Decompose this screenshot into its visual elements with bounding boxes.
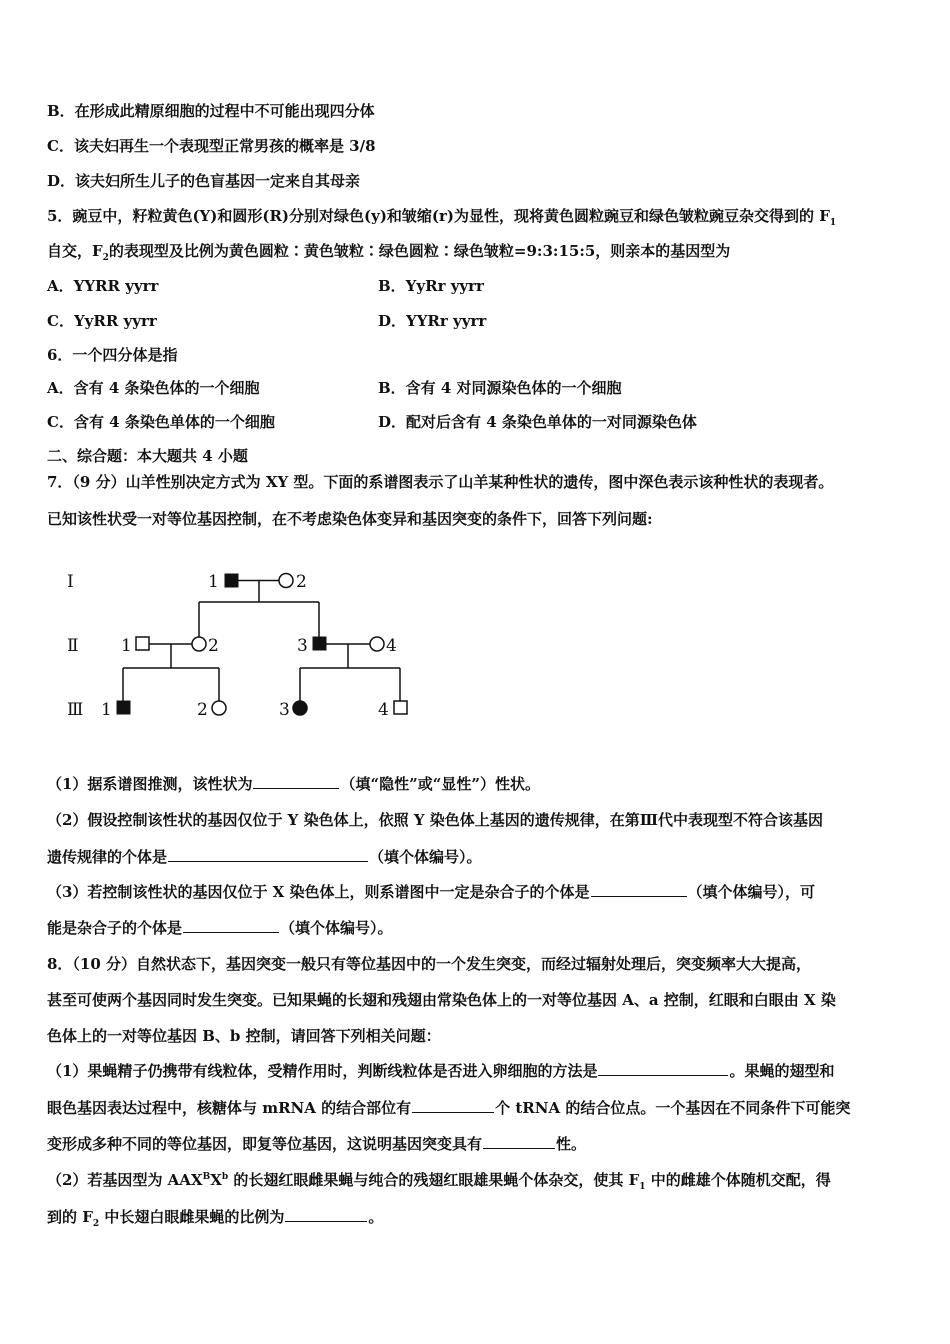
label-III-2: 2 <box>197 700 208 720</box>
q7-part1-text: （填“隐性”或“显性”）性状。 <box>340 775 540 793</box>
q4-option-b: B．在形成此精原细胞的过程中不可能出现四分体 <box>47 102 375 120</box>
label-III-1: 1 <box>101 700 112 720</box>
q5-option-b: B．YyRr yyrr <box>378 277 484 295</box>
answer-blank[interactable] <box>183 918 279 933</box>
q7-part3-text: （填个体编号），可 <box>687 883 816 901</box>
q8-part1-text: 性。 <box>556 1135 587 1153</box>
answer-blank[interactable] <box>253 774 339 789</box>
generation-label-2: Ⅱ <box>67 636 79 656</box>
q8-part1-text: 变形成多种不同的等位基因，即复等位基因，这说明基因突变具有 <box>47 1135 483 1153</box>
q7-part2-line1: （2）假设控制该性状的基因仅位于 Y 染色体上，依照 Y 染色体上基因的遗传规律，在第Ⅲ代中表现型不符合该基因 <box>47 811 824 829</box>
answer-blank[interactable] <box>412 1098 494 1113</box>
q8-part2-line2 <box>47 1207 383 1227</box>
q7-part3-line2 <box>47 918 393 938</box>
q8-part1-line3 <box>47 1134 586 1154</box>
q7-part3-text: （3）若控制该性状的基因仅位于 X 染色体上，则系谱图中一定是杂合子的个体是 <box>47 883 590 901</box>
q6-option-c: C．含有 4 条染色单体的一个细胞 <box>47 413 275 431</box>
answer-blank[interactable] <box>285 1207 367 1222</box>
q7-stem-line1: 7．（9 分）山羊性别决定方式为 XY 型。下面的系谱图表示了山羊某种性状的遗传，图中深色表示该种性状的表现者。 <box>47 473 834 491</box>
q8-stem-line2: 甚至可使两个基因同时发生突变。已知果蝇的长翅和残翅由常染色体上的一对等位基因 A、a 控制，红眼和白眼由 X 染 <box>47 991 836 1009</box>
q4-option-d: D．该夫妇所生儿子的色盲基因一定来自其母亲 <box>47 172 361 190</box>
label-II-1: 1 <box>121 636 132 656</box>
q5-stem-line2 <box>47 241 730 261</box>
q5-sub: 1 <box>829 218 837 228</box>
female-normal-II2 <box>192 637 206 651</box>
male-normal-III4 <box>394 701 407 714</box>
q8-part1-text: 个 tRNA 的结合位点。一个基因在不同条件下可能突 <box>495 1099 851 1117</box>
label-III-4: 4 <box>378 700 389 720</box>
q8-part2-text: 到的 F <box>47 1208 93 1226</box>
label-II-3: 3 <box>297 636 308 656</box>
q8-stem-line3: 色体上的一对等位基因 B、b 控制，请回答下列相关问题： <box>47 1027 441 1045</box>
male-affected-II3 <box>313 637 326 650</box>
q8-part2-line1 <box>47 1170 831 1190</box>
q5-stem-text: 5．豌豆中，籽粒黄色(Y)和圆形(R)分别对绿色(y)和皱缩(r)为显性，现将黄色圆粒豌豆和绿色皱粒豌豆杂交得到的 F <box>47 207 830 225</box>
male-affected-III1 <box>117 701 130 714</box>
male-normal-II1 <box>136 637 149 650</box>
q8-sup: b <box>221 1172 229 1182</box>
answer-blank[interactable] <box>598 1061 728 1076</box>
q7-stem-line2: 已知该性状受一对等位基因控制，在不考虑染色体变异和基因突变的条件下，回答下列问题: <box>47 510 653 528</box>
q8-sup: B <box>202 1172 211 1182</box>
section-heading: 二、综合题：本大题共 4 小题 <box>47 447 248 465</box>
q7-part2-line2 <box>47 847 482 867</box>
q7-part3-line1 <box>47 882 815 902</box>
q5-option-c: C．YyRR yyrr <box>47 312 157 330</box>
q8-part2-text: （2）若基因型为 AAX <box>47 1171 203 1189</box>
q8-part2-text: X <box>210 1171 222 1189</box>
q8-part2-text: 的长翅红眼雌果蝇与纯合的残翅红眼雄果蝇个体杂交，使其 F <box>228 1171 640 1189</box>
q8-part2-text: 。 <box>368 1208 384 1226</box>
q8-part2-text: 中长翅白眼雌果蝇的比例为 <box>99 1208 285 1226</box>
q5-option-a: A．YYRR yyrr <box>47 277 159 295</box>
q8-part1-line2 <box>47 1098 850 1118</box>
female-normal-II4 <box>370 637 384 651</box>
female-affected-III3 <box>293 701 307 715</box>
q8-part1-text: 。果蝇的翅型和 <box>729 1062 835 1080</box>
q6-option-d: D．配对后含有 4 条染色单体的一对同源染色体 <box>378 413 697 431</box>
q8-part2-text: 中的雌雄个体随机交配，得 <box>645 1171 831 1189</box>
q7-part3-text: 能是杂合子的个体是 <box>47 919 183 937</box>
q8-part1-text: 眼色基因表达过程中，核糖体与 mRNA 的结合部位有 <box>47 1099 412 1117</box>
female-normal-I2 <box>279 574 293 588</box>
q4-option-c: C．该夫妇再生一个表现型正常男孩的概率是 3/8 <box>47 137 376 155</box>
q7-part2-text: （填个体编号）。 <box>369 848 482 866</box>
q6-option-b: B．含有 4 对同源染色体的一个细胞 <box>378 379 622 397</box>
q6-option-a: A．含有 4 条染色体的一个细胞 <box>47 379 260 397</box>
q7-part1 <box>47 774 540 794</box>
male-affected-I1 <box>225 574 238 587</box>
q7-part3-text: （填个体编号）。 <box>280 919 393 937</box>
q5-stem-text: 的表现型及比例为黄色圆粒∶黄色皱粒∶绿色圆粒∶绿色皱粒=9:3:15:5，则亲本的基因型为 <box>108 242 731 260</box>
label-III-3: 3 <box>279 700 290 720</box>
female-normal-III2 <box>212 701 226 715</box>
generation-label-1: Ⅰ <box>67 572 74 592</box>
label-II-4: 4 <box>386 636 397 656</box>
q5-stem-line1 <box>47 206 836 226</box>
pedigree-chart <box>55 560 415 740</box>
q7-part1-text: （1）据系谱图推测，该性状为 <box>47 775 253 793</box>
q8-sub: 1 <box>639 1182 646 1192</box>
q6-stem: 6．一个四分体是指 <box>47 346 178 364</box>
q5-sub: 2 <box>102 253 109 263</box>
answer-blank[interactable] <box>483 1134 555 1149</box>
label-I-2: 2 <box>296 572 307 592</box>
q8-stem-line1: 8．（10 分）自然状态下，基因突变一般只有等位基因中的一个发生突变，而经过辐射处理后，突变频率大大提高， <box>47 955 812 973</box>
answer-blank[interactable] <box>168 847 368 862</box>
q7-part2-text: 遗传规律的个体是 <box>47 848 168 866</box>
label-II-2: 2 <box>208 636 219 656</box>
q5-stem-text: 自交，F <box>47 242 103 260</box>
q8-part1-line1 <box>47 1061 834 1081</box>
generation-label-3: Ⅲ <box>67 700 84 720</box>
q8-part1-text: （1）果蝇精子仍携带有线粒体，受精作用时，判断线粒体是否进入卵细胞的方法是 <box>47 1062 598 1080</box>
label-I-1: 1 <box>208 572 219 592</box>
answer-blank[interactable] <box>591 882 687 897</box>
q5-options-row1 <box>47 276 158 296</box>
q5-option-d: D．YYRr yyrr <box>378 312 487 330</box>
q8-sub: 2 <box>92 1219 100 1229</box>
